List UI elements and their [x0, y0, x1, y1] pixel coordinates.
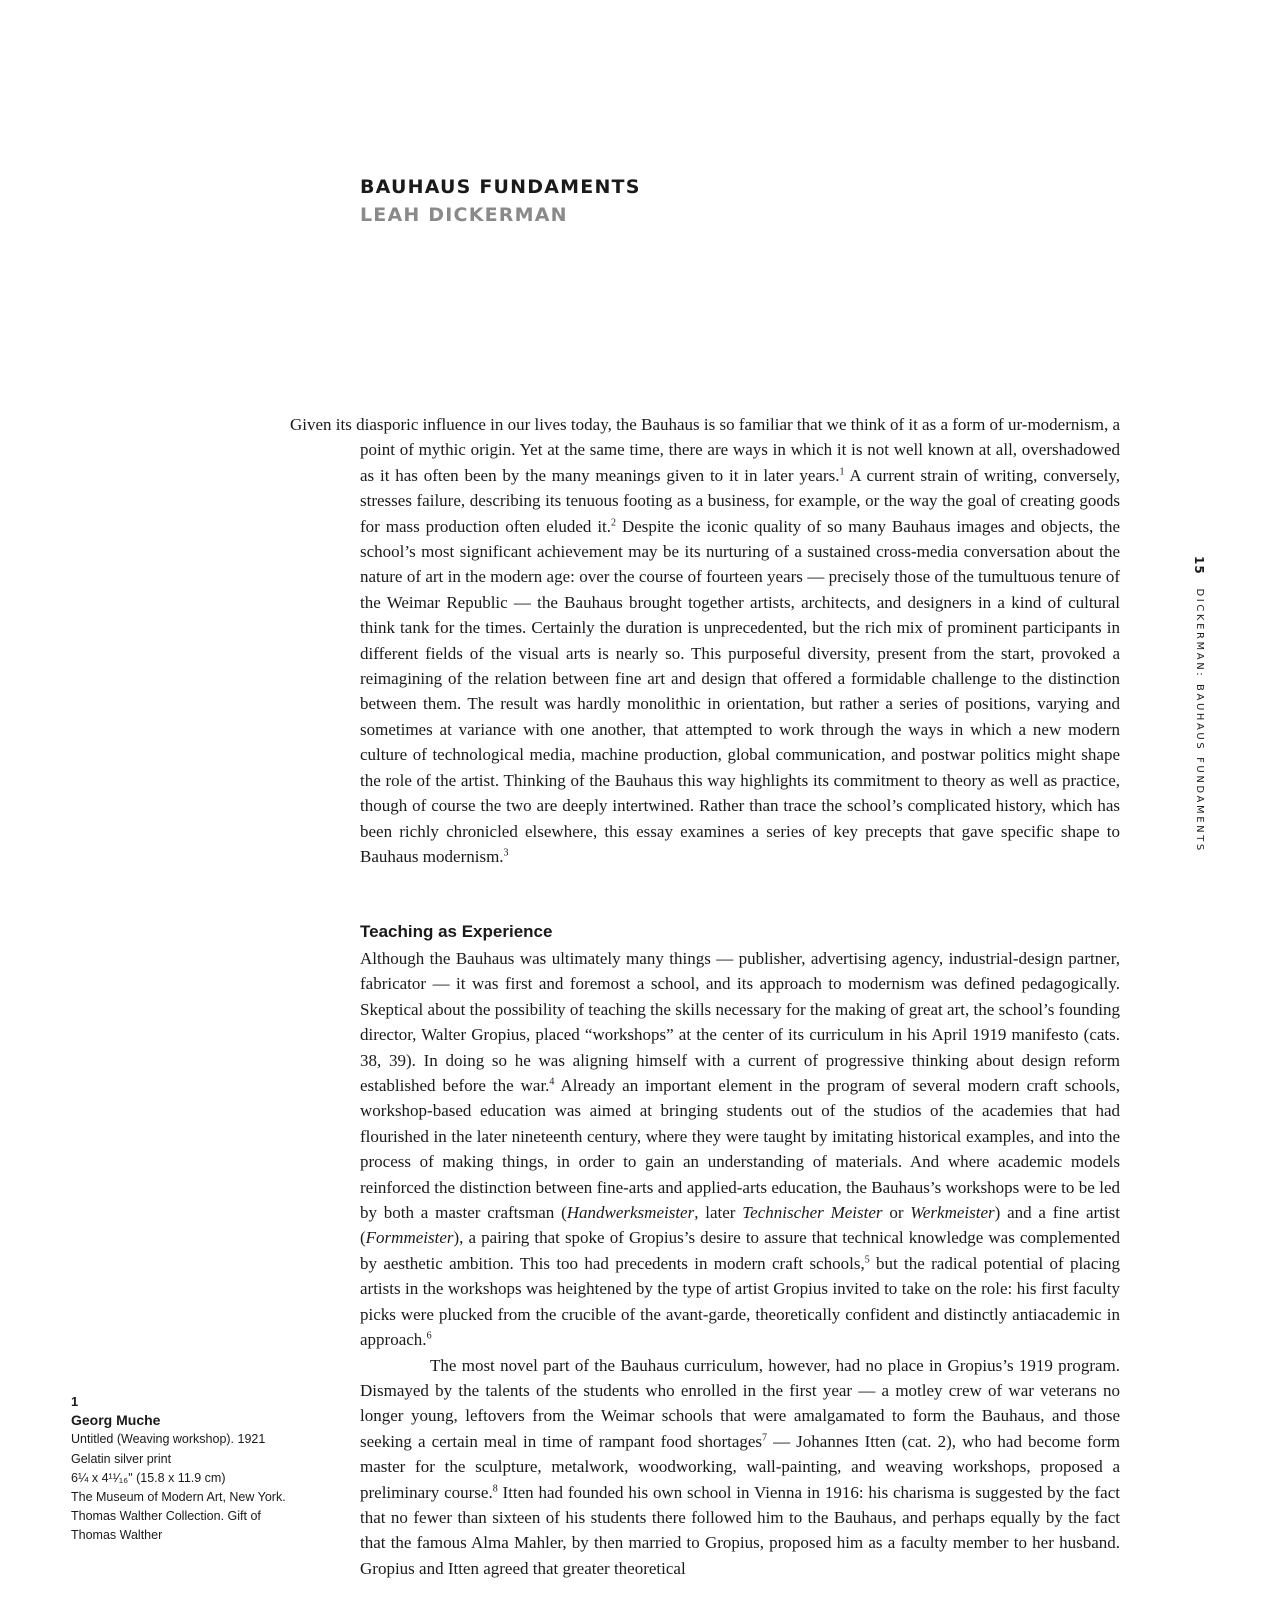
caption-artist: Georg Muche [71, 1412, 161, 1429]
italic-term: Werkmeister [910, 1203, 995, 1223]
caption-dimensions: 6¼ x 4¹¹⁄₁₆" (15.8 x 11.9 cm) [71, 1470, 226, 1485]
italic-term: Handwerksmeister [566, 1203, 695, 1223]
body-text: Itten had founded his own school in Vienna in 1916: his charisma is suggested by the fact that no fewer than sixteen of his students there followed him to the Bauhaus, and perhaps equally by the fact that the famous Alma Mahler, by then married to Gropius, proposed him as a faculty member to her husband. Gropius and Itten agreed that greater theoretical [360, 1482, 1120, 1578]
essay-title: BAUHAUS FUNDAMENTS [360, 176, 641, 198]
figure-number: 1 [71, 1394, 79, 1409]
page-number: 15 [1192, 556, 1206, 575]
footnote-ref: 8 [492, 1482, 498, 1494]
italic-term: Technischer Meister [742, 1203, 883, 1223]
intro-text: Given its diasporic influence in our lives today, the Bauhaus is so familiar that we think of it as a form of ur-modernism, a point of mythic origin. Yet at the same time, there are ways in which it is not well known at all, overshadowed as it has often been by the many meanings given to it in later years. [290, 415, 1120, 485]
body-text: Although the Bauhaus was ultimately many things — publisher, advertising agency, industrial-design partner, fabricator — it was first and foremost a school, and its approach to modernism was defined pedagogically. Skeptical about the possibility of teaching the skills necessary for the making of great art, the school’s founding director, Walter Gropius, placed “workshops” at the center of its curriculum in his April 1919 manifesto (cats. 38, 39). In doing so he was aligning himself with a current of progressive thinking about design reform established before the war. [360, 949, 1120, 1096]
caption-credit: The Museum of Modern Art, New York. [71, 1490, 286, 1505]
body-paragraph [360, 946, 1120, 1353]
body-text: — Johannes Itten (cat. 2), who had become form master for the sculpture, metalwork, woodworking, wall-painting, and weaving workshops, proposed a preliminary course. [360, 1431, 1121, 1502]
body-text: ) and a fine artist ( [360, 1203, 1120, 1248]
footnote-ref: 3 [503, 847, 509, 859]
italic-term: Formmeister [365, 1228, 454, 1248]
intro-text: A current strain of writing, conversely, stresses failure, describing its tenuous footing as a business, for example, or the way the goal of creating goods for mass production often eluded it. [360, 465, 1120, 536]
caption-medium: Gelatin silver print [71, 1451, 172, 1466]
body-text: Already an important element in the program of several modern craft schools, workshop-based education was aimed at bringing students out of the studios of the academies that had flourished in the later nineteenth century, where they were taught by imitating historical examples, and into the process of making things, in order to gain an understanding of materials. And where academic models reinforced the distinction between fine-arts and applied-arts education, the Bauhaus’s workshops were to be led by both a master craftsman ( [360, 1076, 1120, 1223]
footnote-ref: 6 [426, 1330, 432, 1342]
caption-credit: Thomas Walther Collection. Gift of [71, 1509, 261, 1524]
footnote-ref: 2 [611, 516, 617, 528]
figure-caption [71, 1392, 311, 1546]
footnote-ref: 4 [549, 1076, 555, 1088]
body-text: but the radical potential of placing artists in the workshops was heightened by the type of artist Gropius invited to take on the role: his first faculty picks were plucked from the crucible of the avant-garde, theoretically confident and distinctly antiacademic in approach. [360, 1253, 1121, 1350]
running-head-text: DICKERMAN: BAUHAUS FUNDAMENTS [1194, 588, 1205, 853]
footnote-ref: 7 [762, 1432, 768, 1444]
section-body [360, 946, 1120, 1581]
section-heading: Teaching as Experience [360, 922, 553, 941]
caption-title: Untitled (Weaving workshop). 1921 [71, 1432, 266, 1447]
body-paragraph [360, 1353, 1120, 1582]
body-text: ), a pairing that spoke of Gropius’s desire to assure that technical knowledge was complemented by aesthetic ambition. This too had precedents in modern craft schools, [360, 1228, 1120, 1273]
footnote-ref: 1 [839, 466, 845, 478]
body-text: or [882, 1203, 911, 1223]
body-text: The most novel part of the Bauhaus curriculum, however, had no place in Gropius’s 1919 program. Dismayed by the talents of the students who enrolled in the first year — a motley crew of war veterans no longer young, leftovers from the Weimar schools that were amalgamated to form the Bauhaus, and those seeking a certain meal in time of rampant food shortages [360, 1355, 1120, 1451]
footnote-ref: 5 [864, 1254, 870, 1266]
running-head [1192, 556, 1206, 853]
caption-credit: Thomas Walther [71, 1528, 163, 1543]
intro-paragraph [290, 412, 1120, 869]
intro-text: Despite the iconic quality of so many Bauhaus images and objects, the school’s most significant achievement may be its nurturing of a sustained cross-media conversation about the nature of art in the modern age: over the course of fourteen years — precisely those of the tumultuous tenure of the Weimar Republic — the Bauhaus brought together artists, architects, and designers in a kind of cultural think tank for the times. Certainly the duration is unprecedented, but the rich mix of prominent participants in different fields of the visual arts is nearly so. This purposeful diversity, present from the start, provoked a reimagining of the relation between fine art and design that offered a formidable challenge to the distinction between them. The result was hardly monolithic in orientation, but rather a series of positions, varying and sometimes at variance with one another, that attempted to work through the ways in which a new modern culture of technological media, machine production, global communication, and postwar politics might shape the role of the artist. Thinking of the Bauhaus this way highlights its commitment to theory as well as practice, though of course the two are deeply intertwined. Rather than trace the school’s complicated history, which has been richly chronicled elsewhere, this essay examines a series of key precepts that gave specific shape to Bauhaus modernism. [360, 516, 1120, 866]
essay-author: LEAH DICKERMAN [360, 204, 568, 226]
body-text: , later [694, 1203, 743, 1223]
